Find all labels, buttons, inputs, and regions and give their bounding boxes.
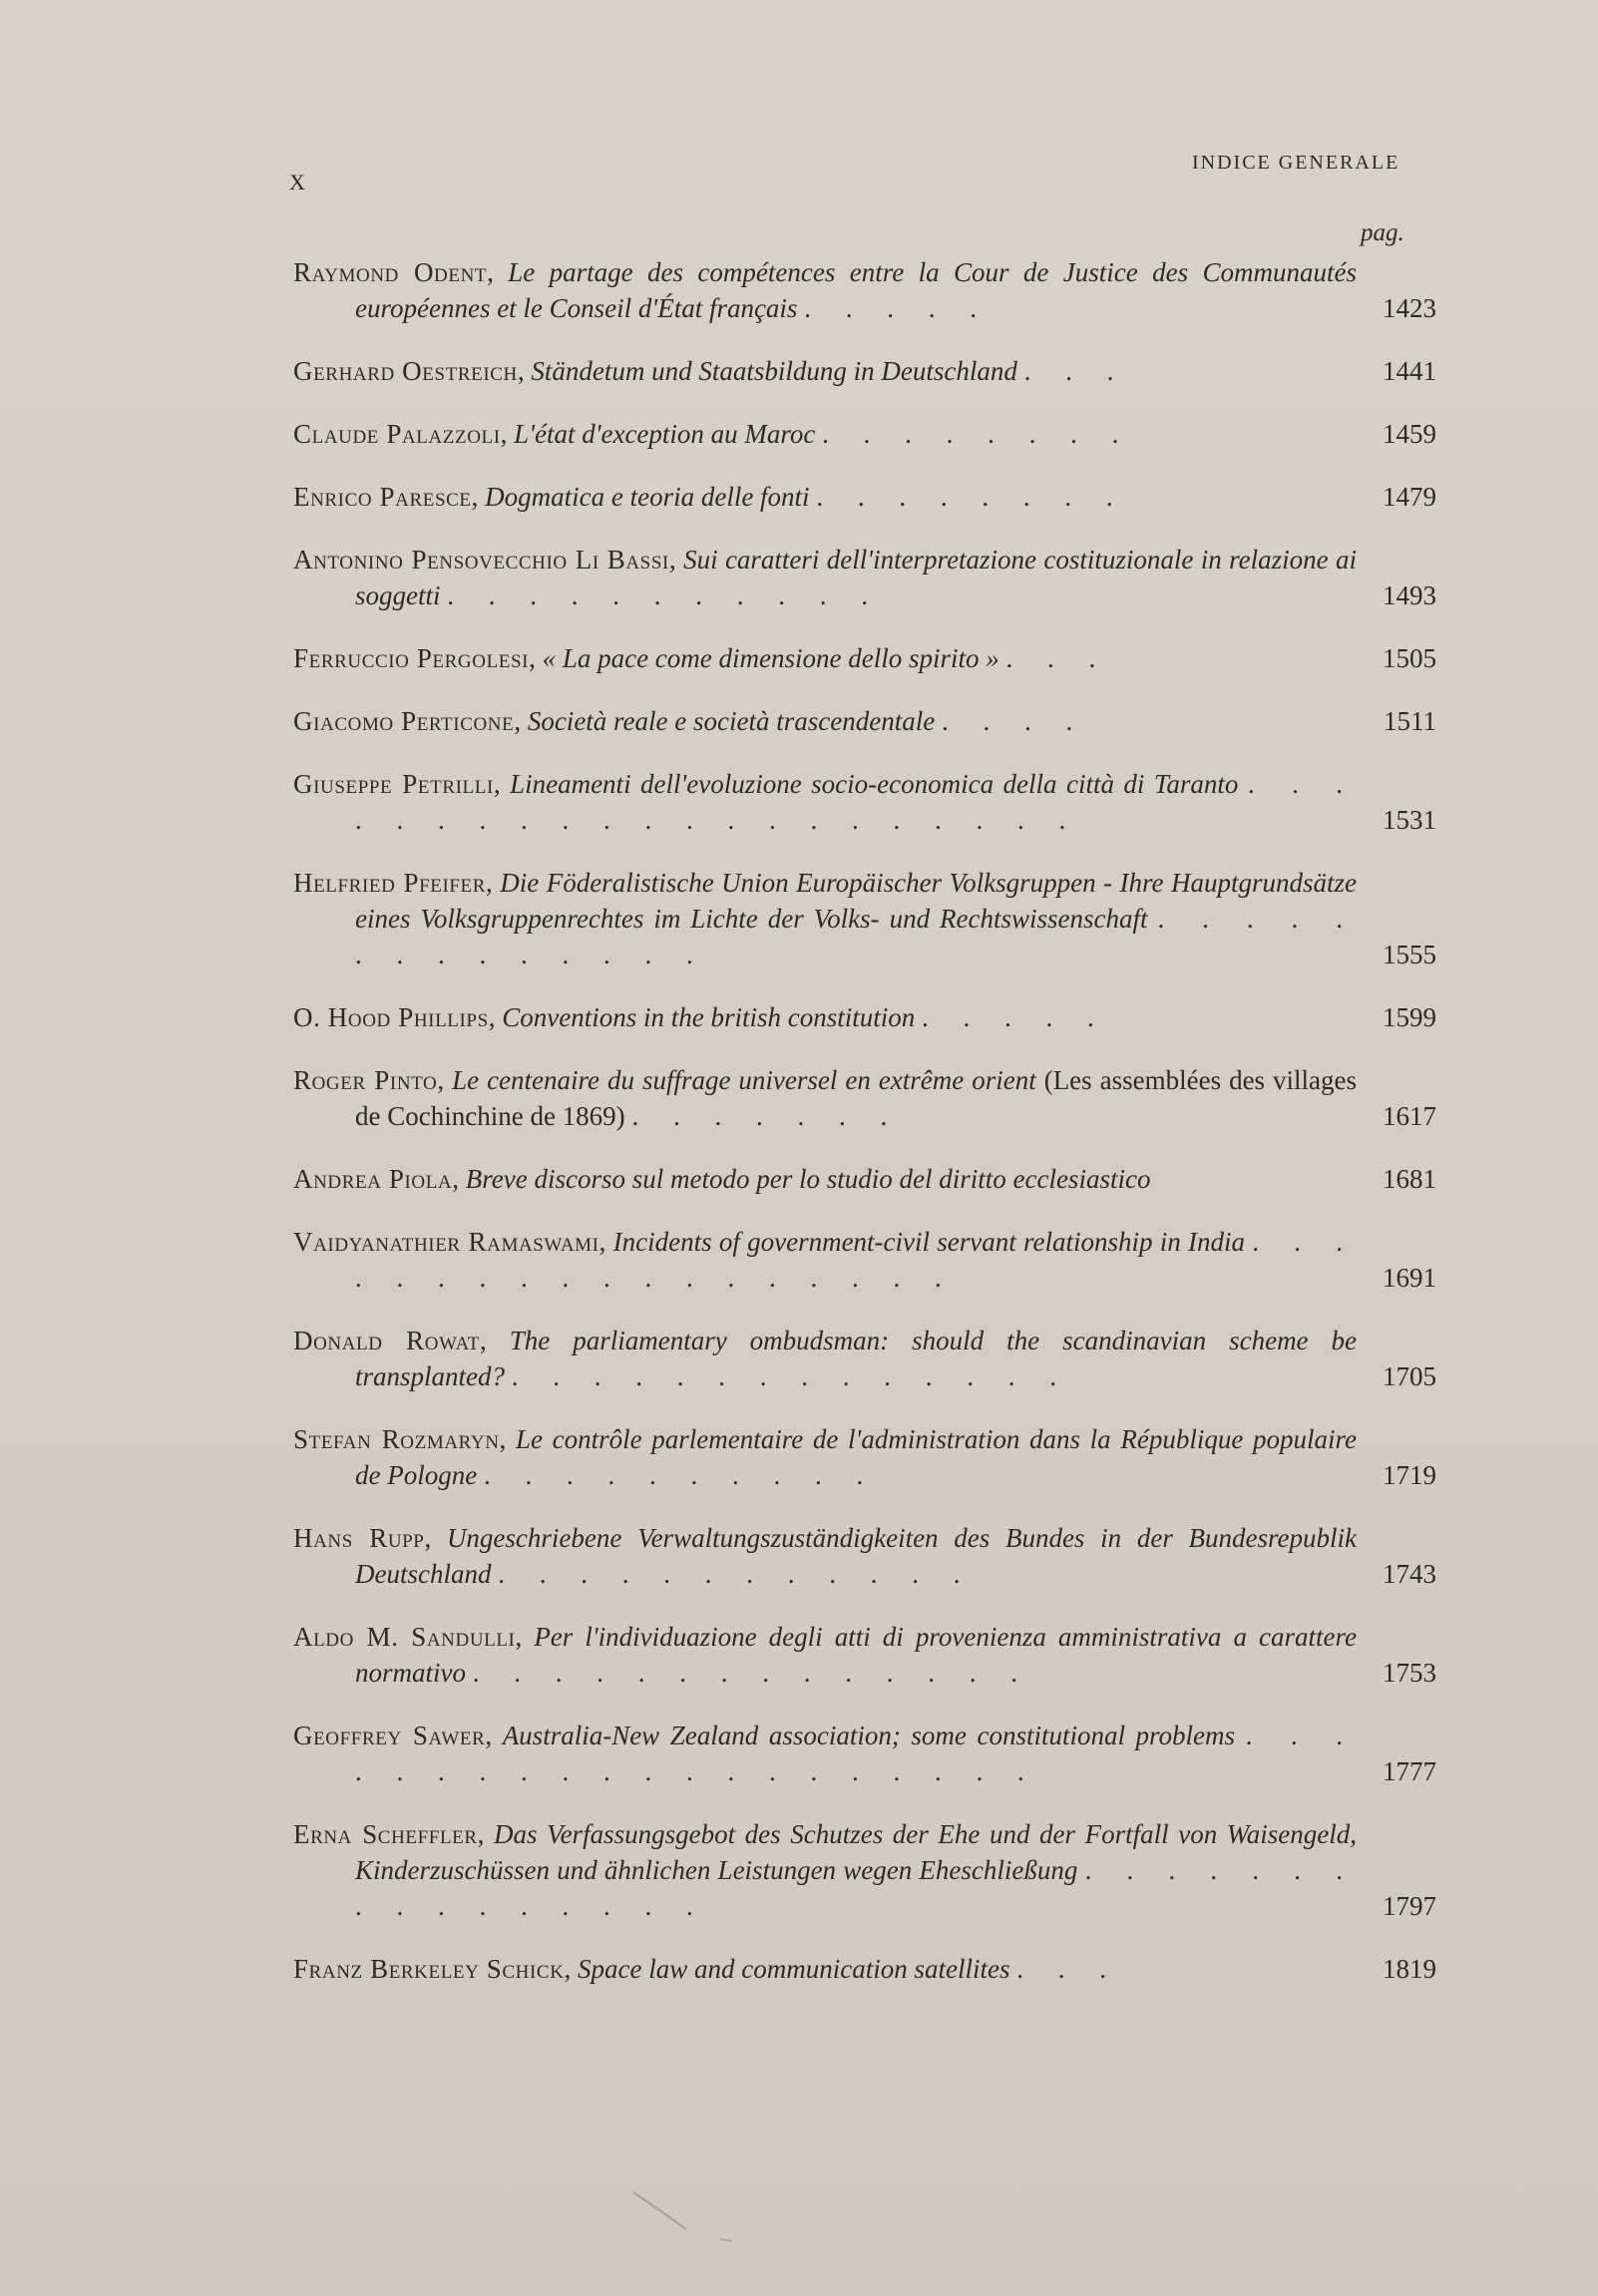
entry-title: Le partage des compétences entre la Cour de Justice des Communautés européennes et le Conseil d'État français <box>355 257 1357 323</box>
entry-page: 1797 <box>1383 1891 1436 1921</box>
dot-leader: . . . . . <box>804 293 991 323</box>
dot-leader: . . . . . . . . <box>816 482 1127 512</box>
entry-title: Space law and communication satellites <box>578 1954 1010 1984</box>
dot-leader: . . . . . . . . . . <box>483 1460 878 1490</box>
page-number: X <box>289 170 306 194</box>
toc-entry: Aldo M. Sandulli, Per l'individuazione degli atti di provenienza amministrativa a carattere normativo . . . . . . . . . . . . . . 1753 <box>293 1619 1436 1691</box>
entry-page: 1441 <box>1383 356 1436 386</box>
entry-page: 1505 <box>1383 643 1436 673</box>
dot-leader: . . . . . . . . . . . . . . . . . . . . <box>355 1721 1357 1786</box>
entry-author: Giuseppe Petrilli <box>293 769 494 799</box>
pag-column-label: pag. <box>1361 219 1404 246</box>
entry-page: 1743 <box>1383 1559 1436 1589</box>
dot-leader: . . . . . . . . . . . . <box>498 1559 975 1589</box>
dot-leader: . . . . . <box>922 1002 1108 1032</box>
entry-author: Franz Berkeley Schick <box>293 1954 565 1984</box>
entry-title: The parliamentary ombudsman: should the scandinavian scheme be transplanted? <box>355 1326 1358 1391</box>
entry-title: Le centenaire du suffrage universel en extrême orient <box>452 1065 1036 1095</box>
entry-title: Conventions in the british constitution <box>502 1002 916 1032</box>
running-head: INDICE GENERALE <box>1192 152 1400 174</box>
dot-leader: . . . . . . . . . . . <box>447 580 882 610</box>
entry-page: 1819 <box>1383 1954 1436 1984</box>
entry-title: Per l'individuazione degli atti di provenienza amministrativa a carattere normativo <box>355 1622 1358 1688</box>
toc-entry: Raymond Odent, Le partage des compétences entre la Cour de Justice des Communautés européennes et le Conseil d'État français . . . . . 1423 <box>293 254 1436 326</box>
dot-leader: . . . <box>1005 643 1110 673</box>
entry-title: Die Föderalistische Union Europäischer Volksgruppen - Ihre Hauptgrundsätze eines Volksgruppenrechtes im Lichte der Volks- und Rechtswissenschaft <box>355 868 1357 934</box>
dot-leader: . . . . . . . . <box>822 419 1133 449</box>
entry-author: Hans Rupp <box>293 1523 425 1553</box>
dot-leader: . . . . . . . . . . . . . . . . . . <box>355 1227 1358 1293</box>
entry-author: Helfried Pfeifer <box>293 868 487 898</box>
toc-entry: Giuseppe Petrilli, Lineamenti dell'evoluzione socio-economica della città di Taranto . . . . . . . . . . . . . . . . . . . . . 1531 <box>293 766 1436 838</box>
entry-page: 1777 <box>1383 1756 1436 1786</box>
entry-author: Ferruccio Pergolesi <box>293 643 530 673</box>
toc-entry: Erna Scheffler, Das Verfassungsgebot des Schutzes der Ehe und der Fortfall von Waisengeld, Kinderzuschüssen und ähnlichen Leistungen wegen Eheschließung . . . . . . . . . . . . . . . . 1797 <box>293 1816 1436 1924</box>
toc-entry: Enrico Paresce, Dogmatica e teoria delle fonti . . . . . . . . 1479 <box>293 479 1436 515</box>
entry-page: 1423 <box>1383 293 1436 323</box>
toc-entry: Giacomo Perticone, Società reale e società trascendentale . . . . 1511 <box>293 703 1436 739</box>
toc-entry: Hans Rupp, Ungeschriebene Verwaltungszuständigkeiten des Bundes in der Bundesrepublik Deutschland . . . . . . . . . . . . 1743 <box>293 1520 1436 1592</box>
table-of-contents <box>293 254 1436 2014</box>
dot-leader: . . . <box>1016 1954 1120 1984</box>
entry-page: 1753 <box>1383 1658 1436 1688</box>
entry-title: « La pace come dimensione dello spirito » <box>542 643 999 673</box>
dot-leader: . . . . . . . . . . . . . . . . <box>355 1855 1357 1921</box>
entry-author: Roger Pinto <box>293 1065 438 1095</box>
dot-leader: . . . . . . . . . . . . . . . . . . . . . <box>355 769 1358 835</box>
toc-entry: Franz Berkeley Schick, Space law and communication satellites . . . 1819 <box>293 1951 1436 1987</box>
entry-author: O. Hood Phillips <box>293 1002 489 1032</box>
entry-author: Aldo M. Sandulli <box>293 1622 516 1652</box>
entry-title: Australia-New Zealand association; some constitutional problems <box>502 1721 1236 1750</box>
entry-title: Das Verfassungsgebot des Schutzes der Ehe und der Fortfall von Waisengeld, Kinderzuschüssen und ähnlichen Leistungen wegen Eheschließung <box>355 1819 1358 1885</box>
toc-entry: O. Hood Phillips, Conventions in the british constitution . . . . . 1599 <box>293 999 1436 1035</box>
entry-page: 1617 <box>1383 1101 1436 1131</box>
entry-title: Sui caratteri dell'interpretazione costituzionale in relazione ai soggetti <box>355 545 1358 610</box>
entry-page: 1531 <box>1383 805 1436 835</box>
entry-author: Gerhard Oestreich <box>293 356 518 386</box>
entry-page: 1681 <box>1383 1164 1436 1194</box>
dot-leader: . . . . . . . . . . . . . . <box>472 1658 1031 1688</box>
toc-entry: Donald Rowat, The parliamentary ombudsman: should the scandinavian scheme be transplanted? . . . . . . . . . . . . . . 1705 <box>293 1323 1436 1394</box>
dot-leader: . . . . . . . . . . . . . . <box>511 1361 1071 1391</box>
entry-title-extra: (Les assemblées des villages de Cochinchine de 1869) <box>355 1065 1358 1131</box>
entry-author: Antonino Pensovecchio Li Bassi <box>293 545 669 574</box>
entry-page: 1479 <box>1383 482 1436 512</box>
entry-title: Le contrôle parlementaire de l'administration dans la République populaire de Pologne <box>355 1424 1357 1490</box>
entry-page: 1493 <box>1383 580 1436 610</box>
entry-title: L'état d'exception au Maroc <box>514 419 816 449</box>
dot-leader: . . . . . . . . . . . . . . <box>355 904 1357 969</box>
toc-entry: Antonino Pensovecchio Li Bassi, Sui caratteri dell'interpretazione costituzionale in relazione ai soggetti . . . . . . . . . . . 1493 <box>293 542 1436 613</box>
entry-page: 1691 <box>1383 1263 1436 1293</box>
paper-scratch-mark <box>628 2184 748 2244</box>
toc-entry: Geoffrey Sawer, Australia-New Zealand association; some constitutional problems . . . . . . . . . . . . . . . . . . . . 1777 <box>293 1718 1436 1789</box>
toc-entry: Claude Palazzoli, L'état d'exception au Maroc . . . . . . . . 1459 <box>293 416 1436 452</box>
entry-page: 1511 <box>1384 706 1436 736</box>
entry-author: Enrico Paresce <box>293 482 472 512</box>
toc-entry: Roger Pinto, Le centenaire du suffrage universel en extrême orient (Les assemblées des villages de Cochinchine de 1869) . . . . . . . 1617 <box>293 1062 1436 1134</box>
dot-leader: . . . <box>1023 356 1128 386</box>
toc-entry: Andrea Piola, Breve discorso sul metodo per lo studio del diritto ecclesiastico 1681 <box>293 1161 1436 1197</box>
entry-title: Lineamenti dell'evoluzione socio-economica della città di Taranto <box>510 769 1239 799</box>
entry-author: Andrea Piola <box>293 1164 453 1194</box>
entry-title: Dogmatica e teoria delle fonti <box>485 482 810 512</box>
entry-title: Società reale e società trascendentale <box>527 706 936 736</box>
entry-page: 1599 <box>1383 1002 1436 1032</box>
entry-author: Giacomo Perticone <box>293 706 515 736</box>
toc-entry: Ferruccio Pergolesi, « La pace come dimensione dello spirito » . . . 1505 <box>293 640 1436 676</box>
entry-author: Vaidyanathier Ramaswami <box>293 1227 599 1257</box>
entry-author: Stefan Rozmaryn <box>293 1424 500 1454</box>
toc-entry: Helfried Pfeifer, Die Föderalistische Union Europäischer Volksgruppen - Ihre Hauptgrundsätze eines Volksgruppenrechtes im Lichte der Volks- und Rechtswissenschaft . . . . . . . . . . . . . . 1555 <box>293 865 1436 972</box>
entry-author: Geoffrey Sawer <box>293 1721 486 1750</box>
entry-author: Claude Palazzoli <box>293 419 501 449</box>
entry-title: Ständetum und Staatsbildung in Deutschland <box>531 356 1017 386</box>
entry-page: 1555 <box>1383 940 1436 969</box>
entry-page: 1459 <box>1383 419 1436 449</box>
entry-title: Breve discorso sul metodo per lo studio del diritto ecclesiastico <box>465 1164 1151 1194</box>
entry-author: Donald Rowat <box>293 1326 480 1355</box>
dot-leader: . . . . . . . <box>631 1101 902 1131</box>
entry-page: 1719 <box>1383 1460 1436 1490</box>
entry-title: Incidents of government-civil servant relationship in India <box>612 1227 1246 1257</box>
entry-page: 1705 <box>1383 1361 1436 1391</box>
entry-author: Erna Scheffler <box>293 1819 478 1849</box>
entry-author: Raymond Odent <box>293 257 488 287</box>
toc-entry: Stefan Rozmaryn, Le contrôle parlementaire de l'administration dans la République populaire de Pologne . . . . . . . . . . 1719 <box>293 1421 1436 1493</box>
toc-entry: Gerhard Oestreich, Ständetum und Staatsbildung in Deutschland . . . 1441 <box>293 353 1436 389</box>
dot-leader: . . . . <box>941 706 1087 736</box>
toc-entry: Vaidyanathier Ramaswami, Incidents of government-civil servant relationship in India . . . . . . . . . . . . . . . . . . 1691 <box>293 1224 1436 1296</box>
entry-title: Ungeschriebene Verwaltungszuständigkeiten des Bundes in der Bundesrepublik Deutschland <box>355 1523 1357 1589</box>
